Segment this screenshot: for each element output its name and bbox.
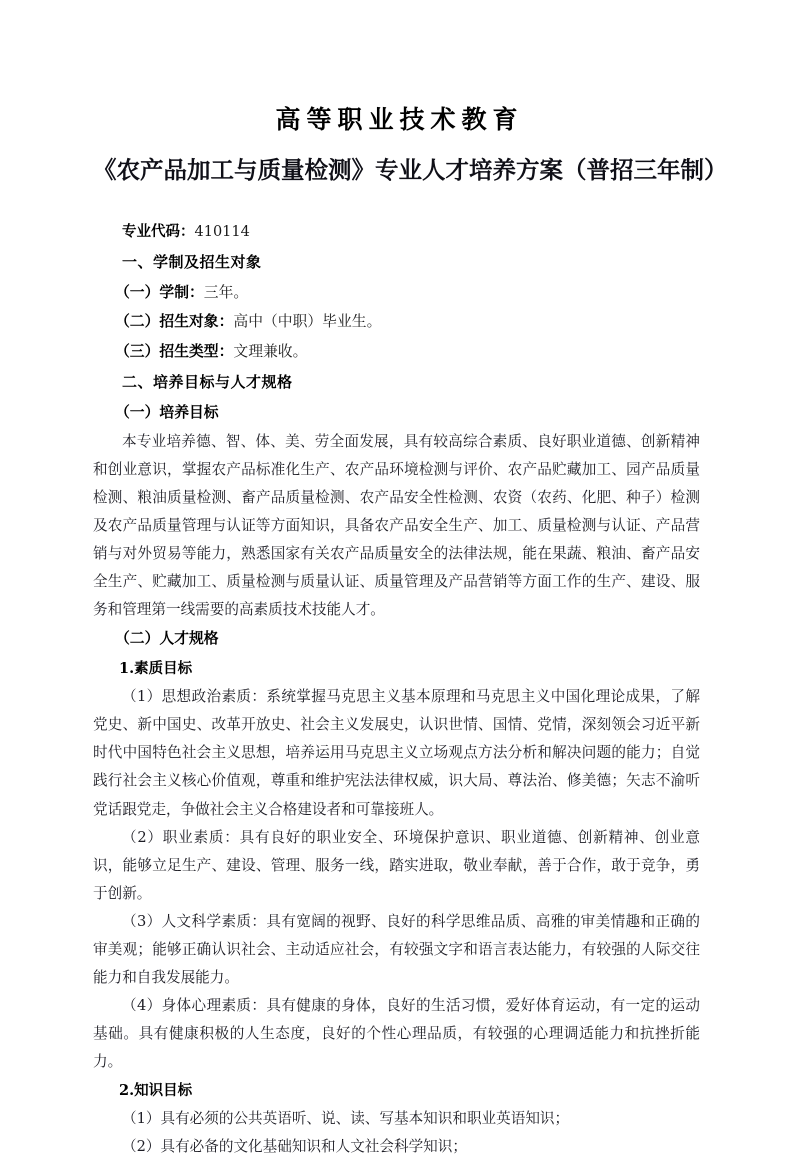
main-title: 高等职业技术教育 bbox=[275, 105, 524, 134]
major-code-line bbox=[93, 217, 700, 247]
subsection-heading-talent-specification: （二）人才规格 bbox=[115, 630, 219, 648]
section-heading-2: 二、培养目标与人才规格 bbox=[122, 372, 293, 391]
quality-goal-item-3: （3）人文科学素质：具有宽阔的视野、良好的科学思维品质、高雅的审美情趣和正确的审美观；能够正确认识社会、主动适应社会，有较强文字和语言表达能力，有较强的人际交往能力和自我发展能力。 bbox=[93, 912, 700, 986]
heading-quality-goals: 1.素质目标 bbox=[119, 660, 193, 678]
schooling-system-label: （一）学制： bbox=[115, 283, 204, 301]
knowledge-goal-item-2: （2）具有必备的文化基础知识和人文社会科学知识； bbox=[122, 1137, 467, 1155]
admission-target-value: 高中（中职）毕业生。 bbox=[233, 313, 382, 331]
quality-goal-item-4: （4）身体心理素质：具有健康的身体，良好的生活习惯，爱好体育运动，有一定的运动基础。具有健康积极的人生态度，良好的个性心理品质，有较强的心理调适能力和抗挫折能力。 bbox=[93, 996, 700, 1070]
admission-target-label: （二）招生对象： bbox=[115, 313, 234, 331]
admission-item-target bbox=[93, 307, 700, 337]
quality-goal-item-1: （1）思想政治素质：系统掌握马克思主义基本原理和马克思主义中国化理论成果，了解党史、新中国史、改革开放史、社会主义发展史，认识世情、国情、党情，深刻领会习近平新时代中国特色社会主义思想，培养运用马克思主义立场观点方法分析和解决问题的能力；自觉践行社会主义核心价值观，尊重和维护宪法法律权威，识大局、尊法治、修美德；矢志不渝听党话跟党走，争做社会主义合格建设者和可靠接班人。 bbox=[93, 688, 700, 818]
quality-goal-item-2: （2）职业素质：具有良好的职业安全、环境保护意识、职业道德、创新精神、创业意识，能够立足生产、建设、管理、服务一线，踏实进取，敬业奉献，善于合作，敢于竞争，勇于创新。 bbox=[93, 828, 700, 902]
document-body bbox=[93, 104, 728, 1161]
subsection-heading-training-objective: （一）培养目标 bbox=[115, 403, 219, 421]
training-objective-paragraph: 本专业培养德、智、体、美、劳全面发展，具有较高综合素质、良好职业道德、创新精神和创业意识，掌握农产品标准化生产、农产品环境检测与评价、农产品贮藏加工、园产品质量检测、粮油质量检测、畜产品质量检测、农产品安全性检测、农资（农药、化肥、种子）检测及农产品质量管理与认证等方面知识，具备农产品安全生产、加工、质量检测与认证、产品营销与对外贸易等能力，熟悉国家有关农产品质量安全的法律法规，能在果蔬、粮油、畜产品安全生产、贮藏加工、质量检测与质量认证、质量管理及产品营销等方面工作的生产、建设、服务和管理第一线需要的高素质技术技能人才。 bbox=[93, 433, 700, 619]
knowledge-goal-item-1: （1）具有必须的公共英语听、说、读、写基本知识和职业英语知识； bbox=[122, 1109, 570, 1127]
section-heading-1: 一、学制及招生对象 bbox=[122, 252, 262, 271]
schooling-system-value: 三年。 bbox=[203, 283, 249, 301]
major-code-value: 410114 bbox=[194, 223, 250, 240]
admission-item-schooling-system bbox=[93, 278, 700, 308]
sub-title: 《农产品加工与质量检测》专业人才培养方案（普招三年制） bbox=[93, 156, 728, 185]
admission-item-type bbox=[93, 337, 700, 367]
admission-type-value: 文理兼收。 bbox=[233, 343, 308, 361]
major-code-label: 专业代码： bbox=[122, 222, 195, 240]
heading-knowledge-goals: 2.知识目标 bbox=[119, 1081, 193, 1099]
admission-type-label: （三）招生类型： bbox=[115, 343, 234, 361]
